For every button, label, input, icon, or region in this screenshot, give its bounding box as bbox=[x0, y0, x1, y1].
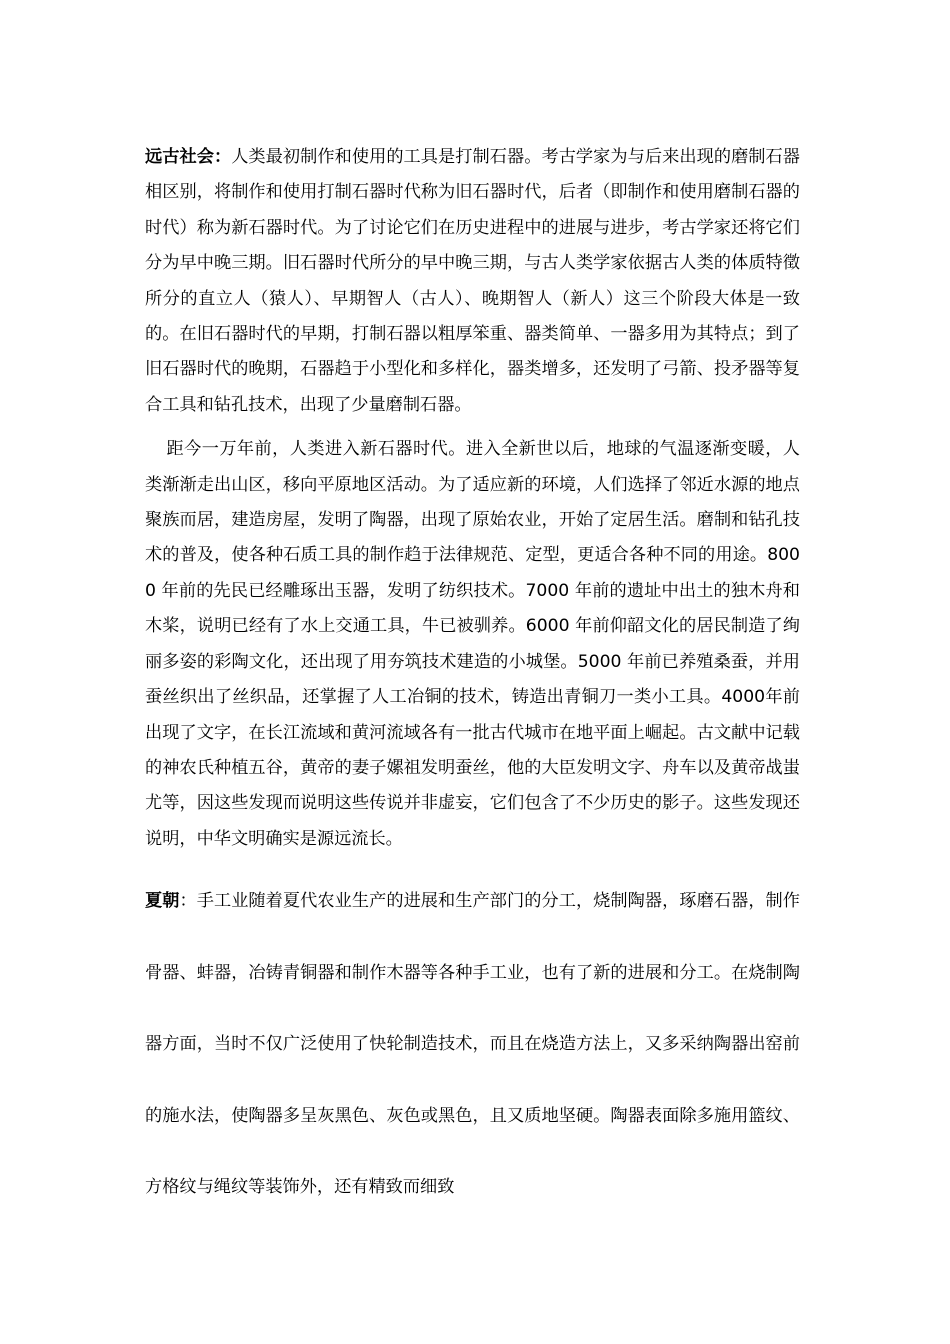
paragraph-lead-heading: 夏朝 bbox=[145, 891, 180, 912]
paragraph-body: ：手工业随着夏代农业生产的进展和生产部门的分工，烧制陶器，琢磨石器，制作骨器、蚌器，冶铸青铜器和制作木器等各种手工业，也有了新的进展和分工。在烧制陶器方面，当时不仅广泛使用了快轮制造技术，而且在烧造方法上，又多采纳陶器出窑前的施水法，使陶器多呈灰黑色、灰色或黑色，且又质地坚硬。陶器表面除多施用篮纹、方格纹与绳纹等装饰外，还有精致而细致 bbox=[145, 891, 800, 1198]
paragraph-body: 人类最初制作和使用的工具是打制石器。考古学家为与后来出现的磨制石器相区别，将制作和使用打制石器时代称为旧石器时代，后者（即制作和使用磨制石器的时代）称为新石器时代。为了讨论它们在历史进程中的进展与进步，考古学家还将它们分为早中晚三期。旧石器时代所分的早中晚三期，与古人类学家依据古人类的体质特徵所分的直立人（猿人）、早期智人（古人）、晚期智人（新人）这三个阶段大体是一致的。在旧石器时代的早期，打制石器以粗厚笨重、器类简单、一器多用为其特点；到了旧石器时代的晚期，石器趋于小型化和多样化，器类增多，还发明了弓箭、投矛器等复合工具和钻孔技术，出现了少量磨制石器。 bbox=[145, 147, 800, 415]
paragraph-lead-heading: 远古社会： bbox=[145, 147, 232, 167]
paragraph-neolithic bbox=[145, 432, 800, 857]
document-page bbox=[145, 140, 800, 1224]
paragraph-ancient-society bbox=[145, 140, 800, 423]
paragraph-body: 距今一万年前，人类进入新石器时代。进入全新世以后，地球的气温逐渐变暖，人类渐渐走出山区，移向平原地区活动。为了适应新的环境，人们选择了邻近水源的地点聚族而居，建造房屋，发明了陶器，出现了原始农业，开始了定居生活。磨制和钻孔技术的普及，使各种石质工具的制作趋于法律规范、定型，更适合各种不同的用途。8000 年前的先民已经雕琢出玉器，发明了纺织技术。7000 年前的遗址中出土的独木舟和木桨，说明已经有了水上交通工具，牛已被驯养。6000 年前仰韶文化的居民制造了绚丽多姿的彩陶文化，还出现了用夯筑技术建造的小城堡。5000 年前已养殖桑蚕，并用蚕丝织出了丝织品，还掌握了人工冶铜的技术，铸造出青铜刀一类小工具。4000年前出现了文字，在长江流域和黄河流域各有一批古代城市在地平面上崛起。古文献中记载的神农氏种植五谷，黄帝的妻子嫘祖发明蚕丝，他的大臣发明文字、舟车以及黄帝战蚩尤等，因这些发现而说明这些传说并非虚妄，它们包含了不少历史的影子。这些发现还说明，中华文明确实是源远流长。 bbox=[145, 439, 800, 849]
paragraph-xia-dynasty bbox=[145, 866, 800, 1224]
